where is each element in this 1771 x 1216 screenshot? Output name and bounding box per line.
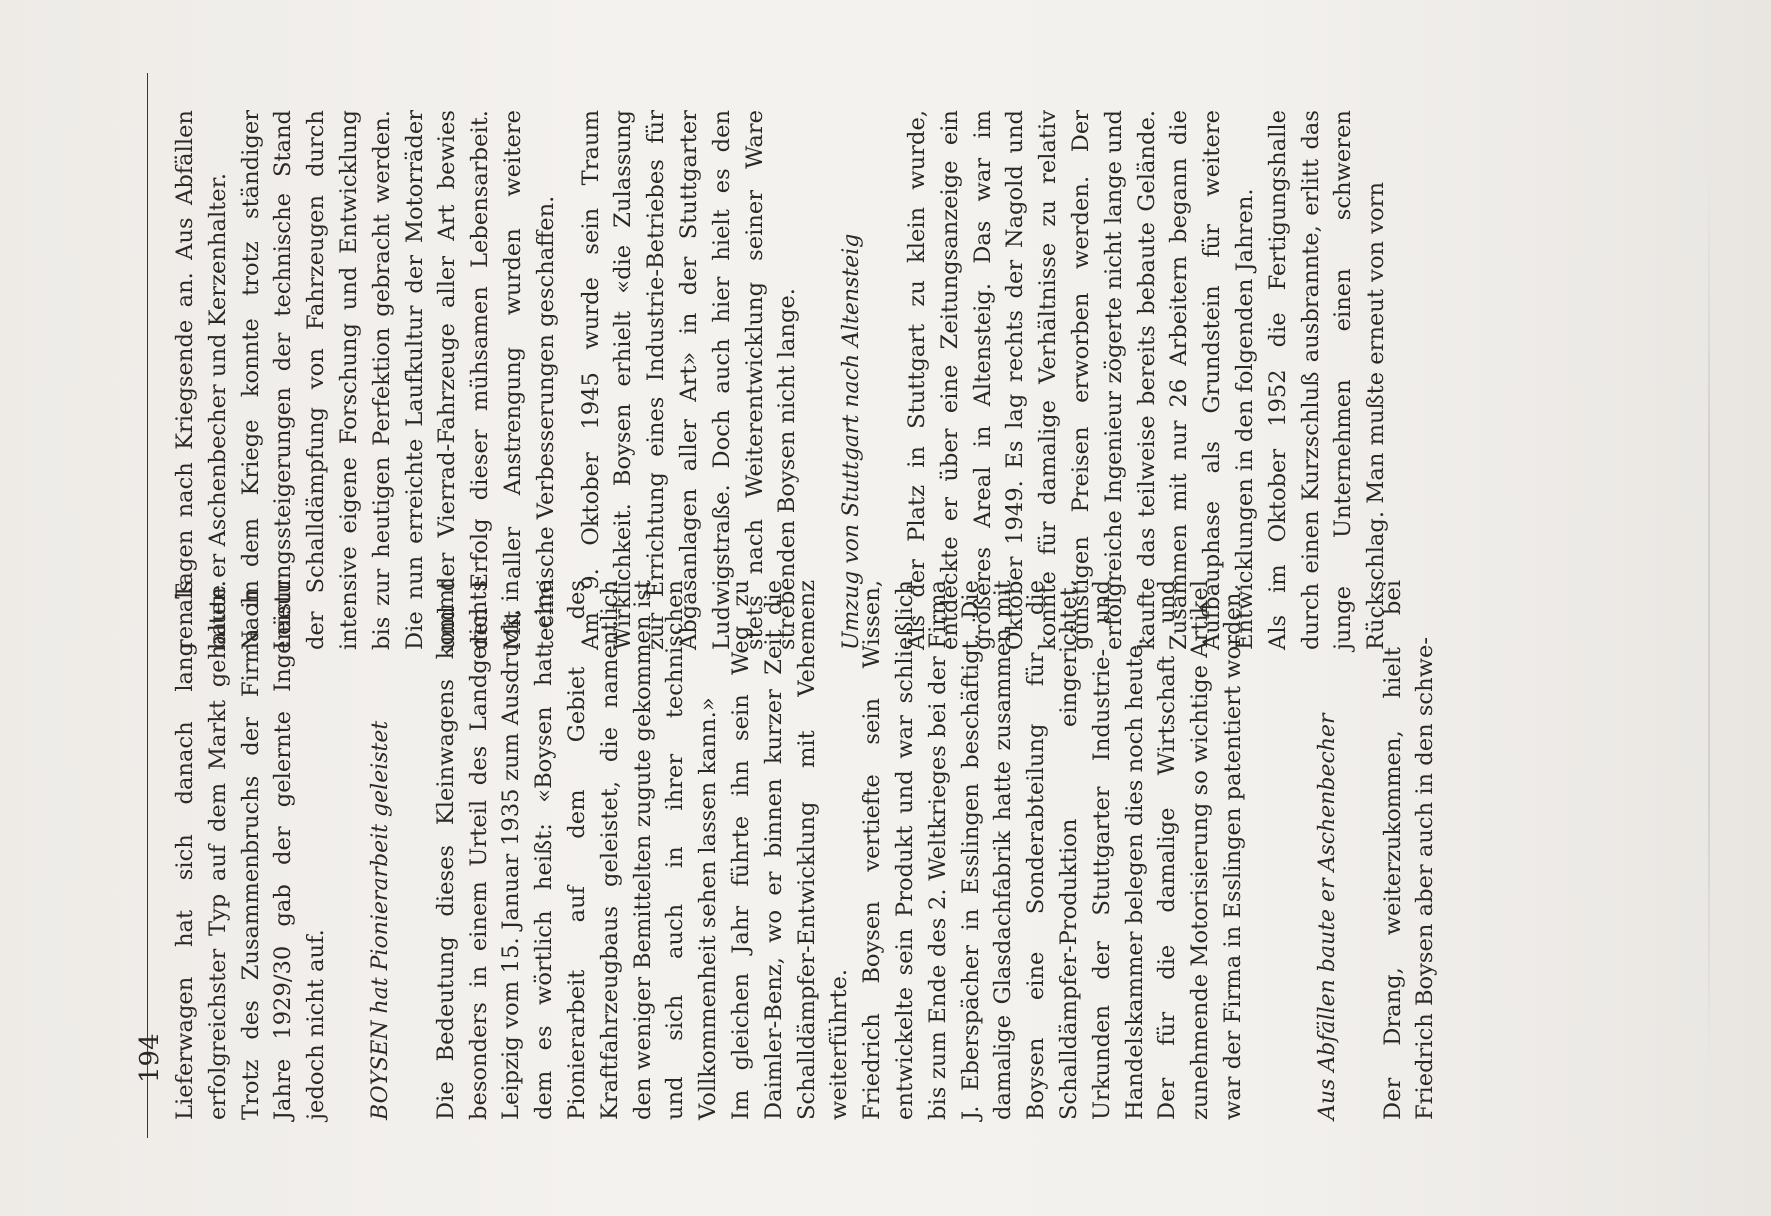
section-heading: Aus Abfällen baute er Aschenbecher <box>1314 713 1340 1120</box>
paragraph: Der für die damalige Wirtschaft und zunehmende Motorisierung so wichtige Artikel war der Firma in Esslingen patentiert worden. <box>1154 580 1246 1120</box>
paragraph: Als der Platz in Stuttgart zu klein wurde, entdeckte er über eine Zeitungsanzeige ein größeres Areal in Altensteig. Das war im Oktober 1949. Es lag rechts der Nagold und konnte für damalige Verhältnisse zu relativ günstigen Preisen erworben werden. Der erfolgreiche Ingenieur zögerte nicht lange und kaufte das teilweise bereits bebaute Gelände. Zusammen mit nur 26 Arbeitern begann die Aufbauphase als Grundstein für weitere Entwicklungen in den folgenden Jahren. <box>903 110 1258 650</box>
paragraph: Friedrich Boysen vertiefte sein Wissen, entwickelte sein Produkt und war schließlich bis zum Ende des 2. Weltkrieges bei der Firma J. Eberspächer in Esslingen beschäftigt. Die damalige Glasdachfabrik hatte zusammen mit Boysen eine Sonderabteilung für die Schalldämpfer-Produktion eingerichtet. Urkunden der Stuttgarter Industrie- und Handelskammer belegen dies noch heute. <box>859 580 1148 1120</box>
paragraph: Am 9. Oktober 1945 wurde sein Traum Wirklichkeit. Boysen erhielt «die Zulassung zur Errichtung eines Industrie-Betriebes für Abgasanlagen aller Art» in der Stuttgarter Ludwigstraße. Doch auch hier hielt es den stets nach Weiterentwicklung seiner Ware strebenden Boysen nicht lange. <box>577 110 801 650</box>
paragraph: Nach dem Kriege konnte trotz ständiger Leistungssteigerungen der technische Stand der Schalldämpfung von Fahrzeugen durch intensive eigene Forschung und Entwicklung bis zur heutigen Perfektion gebracht werden. Die nun erreichte Laufkultur der Motorräder und der Vierrad-Fahrzeuge aller Art bewies den Erfolg dieser mühsamen Lebensarbeit. Mit aller Anstrengung wurden weitere technische Verbesserungen geschaffen. <box>237 110 559 650</box>
paragraph: Der Drang, weiterzukommen, hielt bei Friedrich Boysen aber auch in den schwe- <box>1379 580 1439 1120</box>
paragraph: Im gleichen Jahr führte ihn sein Weg zu Daimler-Benz, wo er binnen kurzer Zeit die Schalldämpfer-Entwicklung mit Vehemenz weiterführte. <box>727 580 853 1120</box>
paragraph: Als im Oktober 1952 die Fertigungshalle durch einen Kurzschluß ausbrannte, erlitt das junge Unternehmen einen schweren Rückschlag. Man mußte erneut von vorn <box>1264 110 1390 650</box>
page-number: 194 <box>135 1033 165 1083</box>
section-heading: Umzug von Stuttgart nach Altensteig <box>839 233 865 650</box>
paragraph: Lieferwagen hat sich danach lang als erfolgreichster Typ auf dem Markt gehalten. Trotz des Zusammenbruchs der Firma im Jahre 1929/30 gab der gelernte Ingenieur jedoch nicht auf. <box>172 580 330 1120</box>
paragraph: Die Bedeutung dieses Kleinwagens kommt besonders in einem Urteil des Landgerichts Leipzig vom 15. Januar 1935 zum Ausdruck, in dem es wörtlich heißt: «Boysen hat eine Pionierarbeit auf dem Gebiet des Kraftfahrzeugbaus geleistet, die namentlich den weniger Bemittelten zugute gekommen ist und sich auch in ihrer technischen Vollkommenheit sehen lassen kann.» <box>432 580 722 1120</box>
section-heading: BOYSEN hat Pionierarbeit geleistet <box>367 720 393 1120</box>
text-column-left <box>169 580 1439 1120</box>
text-column-right <box>169 110 1390 650</box>
paragraph: ren Tagen nach Kriegsende an. Aus Abfällen baute er Aschenbecher und Kerzenhalter. <box>172 110 231 650</box>
header-rule <box>147 73 148 1138</box>
scan-shadow <box>1708 170 1710 1070</box>
